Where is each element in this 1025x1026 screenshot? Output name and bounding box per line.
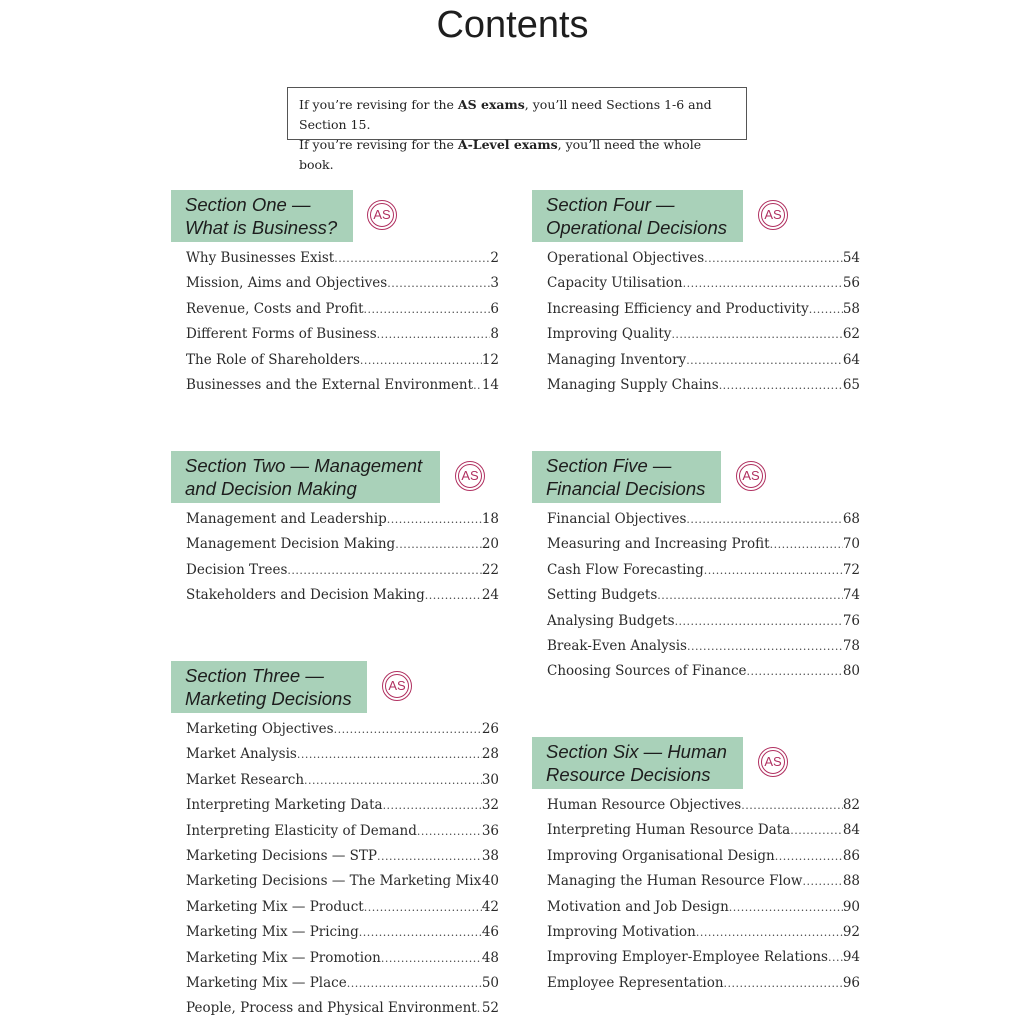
entry-page-number: 52 — [481, 1000, 499, 1017]
entry-title: Operational Objectives — [547, 250, 705, 266]
contents-entry — [547, 949, 860, 974]
entry-page-number: 92 — [842, 923, 860, 940]
contents-entry — [186, 587, 499, 612]
entry-page-number: 26 — [481, 721, 499, 737]
entry-title: Businesses and the External Environment — [186, 376, 474, 393]
entry-page-number: 38 — [481, 847, 499, 864]
badge-label: AS — [742, 468, 760, 483]
entry-title: Setting Budgets — [547, 587, 658, 604]
entry-page-number: 24 — [481, 587, 499, 604]
entry-page-number: 90 — [842, 898, 860, 915]
entry-page-number: 78 — [842, 637, 860, 654]
contents-entry — [186, 562, 499, 587]
contents-entry — [547, 613, 860, 638]
entry-title: Marketing Mix — Promotion — [186, 949, 381, 966]
contents-list — [547, 250, 860, 402]
entry-title: Why Businesses Exist — [186, 250, 335, 266]
entry-page-number: 96 — [842, 974, 860, 991]
entry-page-number: 94 — [842, 949, 860, 966]
entry-title: People, Process and Physical Environment — [186, 1000, 477, 1017]
contents-entry — [547, 562, 860, 587]
badge-label: AS — [461, 468, 479, 483]
entry-title: Different Forms of Business — [186, 326, 377, 343]
dot-leader — [425, 589, 482, 602]
section-title-line: Section Four — — [546, 194, 675, 215]
dot-leader — [809, 303, 843, 316]
entry-page-number: 68 — [842, 511, 860, 527]
entry-page-number: 74 — [842, 587, 860, 604]
entry-page-number: 8 — [490, 326, 499, 343]
entry-title: Managing Inventory — [547, 351, 687, 368]
contents-entry — [186, 848, 499, 873]
section-title-line: Section Five — — [546, 455, 672, 476]
contents-list — [547, 511, 860, 689]
note-text: , you’ll need Sections 1-6 and Section 15. — [299, 97, 712, 132]
section-title-box — [171, 661, 367, 713]
entry-title: Increasing Efficiency and Productivity — [547, 300, 809, 317]
dot-leader — [696, 926, 843, 939]
entry-page-number: 3 — [490, 275, 499, 292]
dot-leader — [770, 538, 843, 551]
entry-page-number: 80 — [842, 663, 860, 680]
entry-page-number: 32 — [481, 797, 499, 814]
as-badge-icon — [758, 747, 788, 777]
note-bold: A-Level exams — [457, 137, 558, 152]
contents-entry — [547, 301, 860, 326]
section-title-line: Section Six — Human — [546, 741, 727, 762]
entry-title: Cash Flow Forecasting — [547, 561, 704, 578]
note-line-2 — [299, 135, 735, 175]
dot-leader — [802, 875, 842, 888]
page-title: Contents — [436, 4, 589, 46]
dot-leader — [790, 824, 843, 837]
contents-entry — [547, 250, 860, 275]
contents-entry — [547, 797, 860, 822]
contents-entry — [186, 377, 499, 402]
contents-entry — [547, 848, 860, 873]
dot-leader — [364, 303, 491, 316]
entry-title: Improving Organisational Design — [547, 847, 775, 864]
dot-leader — [334, 252, 490, 265]
section-title-box — [171, 190, 353, 242]
entry-title: Management Decision Making — [186, 536, 396, 553]
dot-leader — [704, 252, 843, 265]
note-text: , you’ll need the whole book. — [299, 137, 702, 172]
entry-title: Management and Leadership — [186, 511, 387, 527]
contents-entry — [547, 275, 860, 300]
entry-page-number: 42 — [481, 898, 499, 915]
dot-leader — [287, 564, 481, 577]
contents-entry — [547, 924, 860, 949]
contents-entry — [547, 352, 860, 377]
contents-entry — [547, 873, 860, 898]
dot-leader — [347, 977, 482, 990]
entry-page-number: 84 — [842, 822, 860, 839]
entry-page-number: 36 — [481, 822, 499, 839]
dot-leader — [377, 850, 482, 863]
entry-title: Improving Employer-Employee Relations — [547, 949, 828, 966]
entry-title: Marketing Objectives — [186, 721, 334, 737]
entry-title: Employee Representation — [547, 974, 724, 991]
section-title-line: Operational Decisions — [546, 217, 727, 238]
contents-entry — [186, 250, 499, 275]
entry-page-number: 88 — [842, 873, 860, 890]
contents-entry — [186, 301, 499, 326]
contents-list — [186, 250, 499, 402]
entry-title: Interpreting Elasticity of Demand — [186, 822, 417, 839]
entry-title: Choosing Sources of Finance — [547, 663, 747, 680]
as-badge-icon — [367, 200, 397, 230]
contents-entry — [547, 536, 860, 561]
entry-title: Interpreting Human Resource Data — [547, 822, 791, 839]
entry-title: Interpreting Marketing Data — [186, 797, 383, 814]
badge-label: AS — [388, 678, 406, 693]
entry-page-number: 86 — [842, 847, 860, 864]
contents-entry — [186, 924, 499, 949]
as-badge-icon — [736, 461, 766, 491]
contents-entry — [547, 822, 860, 847]
contents-entry — [186, 899, 499, 924]
dot-leader — [775, 850, 843, 863]
contents-entry — [186, 772, 499, 797]
entry-title: Marketing Mix — Place — [186, 974, 347, 991]
contents-entry — [186, 275, 499, 300]
dot-leader — [719, 379, 843, 392]
contents-entry — [186, 536, 499, 561]
entry-title: Human Resource Objectives — [547, 797, 742, 813]
entry-title: Revenue, Costs and Profit — [186, 300, 364, 317]
dot-leader — [686, 354, 843, 367]
contents-entry — [186, 511, 499, 536]
entry-page-number: 65 — [842, 376, 860, 393]
contents-list — [186, 721, 499, 1026]
section-title-line: Section One — — [185, 194, 311, 215]
section-title-box — [532, 190, 743, 242]
dot-leader — [360, 354, 482, 367]
note-text: If you’re revising for the — [299, 137, 458, 152]
entry-page-number: 76 — [842, 612, 860, 629]
entry-page-number: 30 — [481, 771, 499, 788]
dot-leader — [334, 723, 482, 736]
contents-entry — [186, 950, 499, 975]
entry-page-number: 50 — [481, 974, 499, 991]
entry-title: Decision Trees — [186, 561, 288, 578]
dot-leader — [364, 901, 482, 914]
badge-label: AS — [764, 207, 782, 222]
dot-leader — [828, 951, 843, 964]
section-title-line: Resource Decisions — [546, 764, 711, 785]
section-title-line: and Decision Making — [185, 478, 357, 499]
dot-leader — [704, 564, 843, 577]
section-title-box — [532, 737, 743, 789]
entry-title: Market Analysis — [186, 746, 297, 763]
entry-title: Marketing Mix — Product — [186, 898, 364, 915]
exam-note — [287, 87, 747, 172]
entry-page-number: 82 — [842, 797, 860, 813]
entry-page-number: 64 — [842, 351, 860, 368]
section-title-line: Financial Decisions — [546, 478, 706, 499]
as-badge-icon — [758, 200, 788, 230]
dot-leader — [359, 926, 482, 939]
entry-page-number: 20 — [481, 536, 499, 553]
contents-entry — [547, 377, 860, 402]
contents-entry — [547, 899, 860, 924]
entry-title: Measuring and Increasing Profit — [547, 536, 770, 553]
entry-page-number: 56 — [842, 275, 860, 292]
contents-entry — [547, 326, 860, 351]
entry-page-number: 2 — [490, 250, 499, 266]
entry-title: Improving Motivation — [547, 923, 696, 940]
contents-list — [186, 511, 499, 613]
contents-entry — [186, 746, 499, 771]
dot-leader — [387, 277, 490, 290]
entry-page-number: 18 — [481, 511, 499, 527]
entry-title: Stakeholders and Decision Making — [186, 587, 425, 604]
entry-page-number: 28 — [481, 746, 499, 763]
entry-page-number: 48 — [481, 949, 499, 966]
entry-title: Marketing Mix — Pricing — [186, 924, 359, 941]
entry-page-number: 70 — [842, 536, 860, 553]
dot-leader — [687, 640, 843, 653]
contents-entry — [186, 823, 499, 848]
dot-leader — [297, 748, 482, 761]
note-bold: AS exams — [457, 97, 525, 112]
dot-leader — [473, 379, 482, 392]
entry-title: Managing Supply Chains — [547, 376, 719, 393]
entry-title: Mission, Aims and Objectives — [186, 275, 388, 292]
entry-title: Financial Objectives — [547, 511, 687, 527]
entry-title: The Role of Shareholders — [186, 351, 360, 368]
entry-title: Break-Even Analysis — [547, 637, 687, 654]
dot-leader — [741, 799, 843, 812]
badge-label: AS — [764, 754, 782, 769]
entry-page-number: 46 — [481, 924, 499, 941]
section-title-line: Section Two — Management — [185, 455, 423, 476]
entry-page-number: 6 — [490, 300, 499, 317]
note-line-1 — [299, 95, 735, 135]
dot-leader — [383, 799, 482, 812]
entry-page-number: 12 — [481, 351, 499, 368]
contents-entry — [547, 587, 860, 612]
dot-leader — [747, 665, 843, 678]
section-title-line: Marketing Decisions — [185, 688, 352, 709]
entry-page-number: 72 — [842, 561, 860, 578]
dot-leader — [417, 825, 482, 838]
contents-entry — [547, 975, 860, 1000]
dot-leader — [657, 589, 843, 602]
contents-entry — [547, 638, 860, 663]
dot-leader — [304, 774, 482, 787]
section-title-box — [532, 451, 721, 503]
entry-title: Improving Quality — [547, 326, 672, 343]
entry-page-number: 40 — [481, 873, 499, 890]
entry-title: Market Research — [186, 771, 305, 788]
contents-entry — [547, 663, 860, 688]
contents-list — [547, 797, 860, 1000]
section-title-line: What is Business? — [185, 217, 338, 238]
contents-entry — [186, 326, 499, 351]
as-badge-icon — [455, 461, 485, 491]
dot-leader — [729, 901, 843, 914]
dot-leader — [387, 513, 482, 526]
entry-title: Marketing Decisions — STP — [186, 847, 377, 864]
contents-entry — [547, 511, 860, 536]
dot-leader — [381, 952, 482, 965]
dot-leader — [671, 328, 842, 341]
dot-leader — [724, 977, 843, 990]
contents-entry — [186, 975, 499, 1000]
note-text: If you’re revising for the — [299, 97, 458, 112]
entry-title: Managing the Human Resource Flow — [547, 873, 803, 890]
badge-label: AS — [373, 207, 391, 222]
entry-page-number: 58 — [842, 300, 860, 317]
dot-leader — [377, 328, 491, 341]
section-title-box — [171, 451, 440, 503]
entry-title: Capacity Utilisation — [547, 275, 683, 292]
section-title-line: Section Three — — [185, 665, 324, 686]
entry-page-number: 62 — [842, 326, 860, 343]
as-badge-icon — [382, 671, 412, 701]
dot-leader — [686, 513, 842, 526]
dot-leader — [395, 538, 482, 551]
entry-page-number: 14 — [481, 376, 499, 393]
entry-title: Marketing Decisions — The Marketing Mix — [186, 873, 482, 890]
contents-entry — [186, 352, 499, 377]
dot-leader — [675, 615, 843, 628]
contents-entry — [186, 721, 499, 746]
contents-entry — [186, 873, 499, 898]
contents-entry — [186, 797, 499, 822]
entry-title: Motivation and Job Design — [547, 898, 729, 915]
entry-page-number: 22 — [481, 561, 499, 578]
entry-title: Analysing Budgets — [547, 612, 675, 629]
dot-leader — [683, 277, 843, 290]
contents-entry — [186, 1000, 499, 1025]
entry-page-number: 54 — [842, 250, 860, 266]
